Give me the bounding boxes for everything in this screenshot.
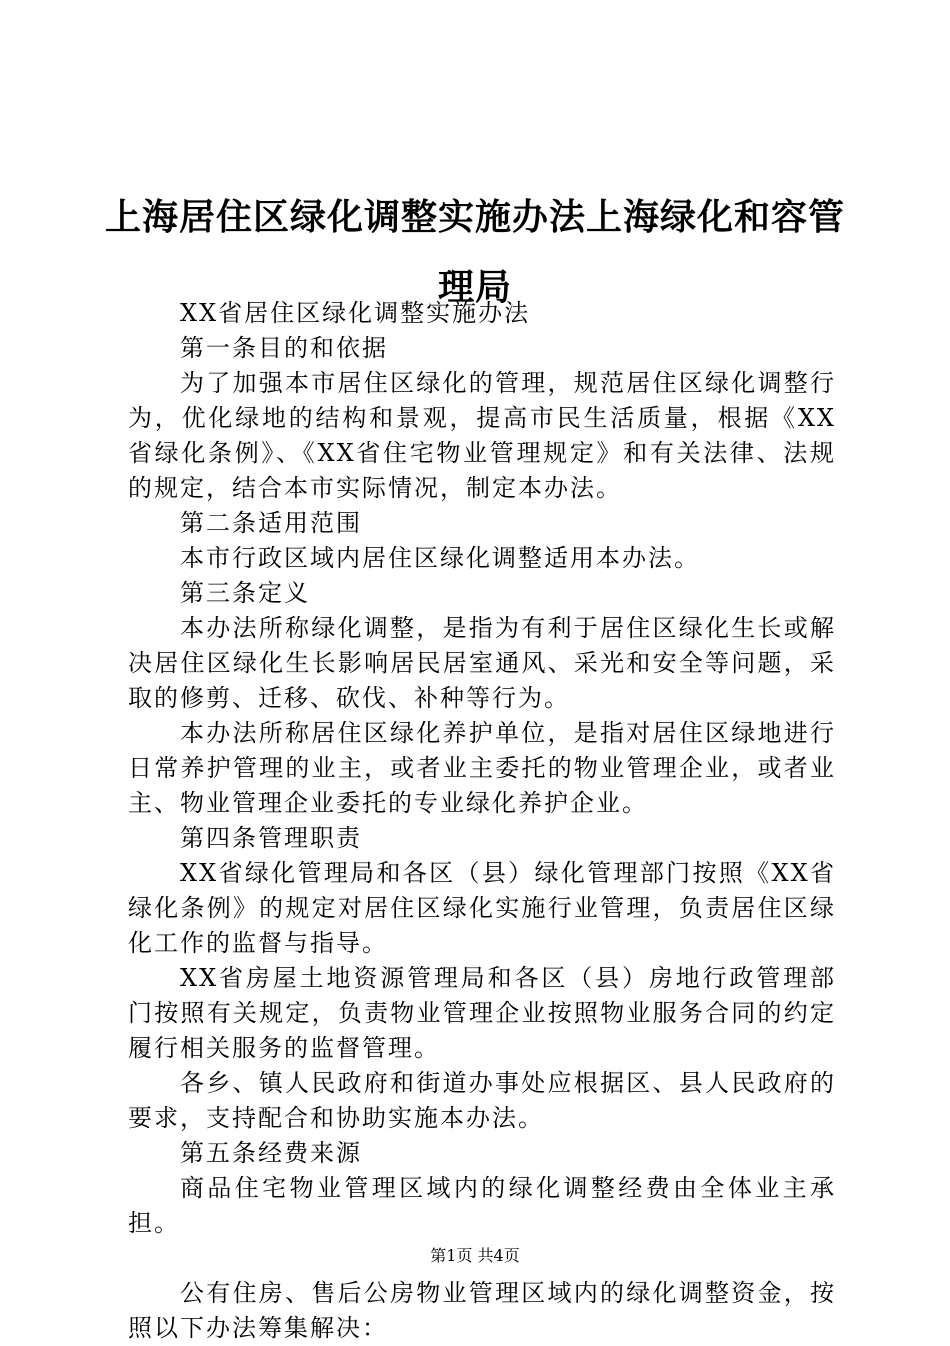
article-4-text-1: XX省绿化管理局和各区（县）绿化管理部门按照《XX省绿化条例》的规定对居住区绿化实施行业管理，负责居住区绿化工作的监督与指导。 xyxy=(128,859,836,957)
article-3-heading: 第三条定义 xyxy=(180,579,310,607)
paragraph-heading: XX省居住区绿化调整实施办法 xyxy=(180,299,531,327)
article-1-heading: 第一条目的和依据 xyxy=(180,334,388,362)
article-5-text-2: 公有住房、售后公房物业管理区域内的绿化调整资金，按照以下办法筹集解决： xyxy=(128,1279,836,1342)
article-4-text-2: XX省房屋土地资源管理局和各区（县）房地行政管理部门按照有关规定，负责物业管理企业按照物业服务合同的约定履行相关服务的监督管理。 xyxy=(128,964,836,1062)
document-body xyxy=(128,296,836,1346)
article-4-heading: 第四条管理职责 xyxy=(180,824,362,852)
article-3-text-1: 本办法所称绿化调整，是指为有利于居住区绿化生长或解决居住区绿化生长影响居民居室通风、采光和安全等问题，采取的修剪、迁移、砍伐、补种等行为。 xyxy=(128,614,836,712)
page-number: 第1页 共4页 xyxy=(430,1246,520,1265)
document-title: 上海居住区绿化调整实施办法上海绿化和容管理局 xyxy=(104,197,845,308)
article-2-text: 本市行政区域内居住区绿化调整适用本办法。 xyxy=(180,544,700,572)
article-3-text-2: 本办法所称居住区绿化养护单位，是指对居住区绿地进行日常养护管理的业主，或者业主委托的物业管理企业，或者业主、物业管理企业委托的专业绿化养护企业。 xyxy=(128,719,836,817)
article-5-text-1: 商品住宅物业管理区域内的绿化调整经费由全体业主承担。 xyxy=(128,1174,836,1237)
article-4-text-3: 各乡、镇人民政府和街道办事处应根据区、县人民政府的要求，支持配合和协助实施本办法。 xyxy=(128,1069,836,1132)
article-5-heading: 第五条经费来源 xyxy=(180,1139,362,1167)
article-1-text: 为了加强本市居住区绿化的管理，规范居住区绿化调整行为，优化绿地的结构和景观，提高市民生活质量，根据《XX省绿化条例》、《XX省住宅物业管理规定》和有关法律、法规的规定，结合本市实际情况，制定本办法。 xyxy=(128,369,836,502)
article-2-heading: 第二条适用范围 xyxy=(180,509,362,537)
